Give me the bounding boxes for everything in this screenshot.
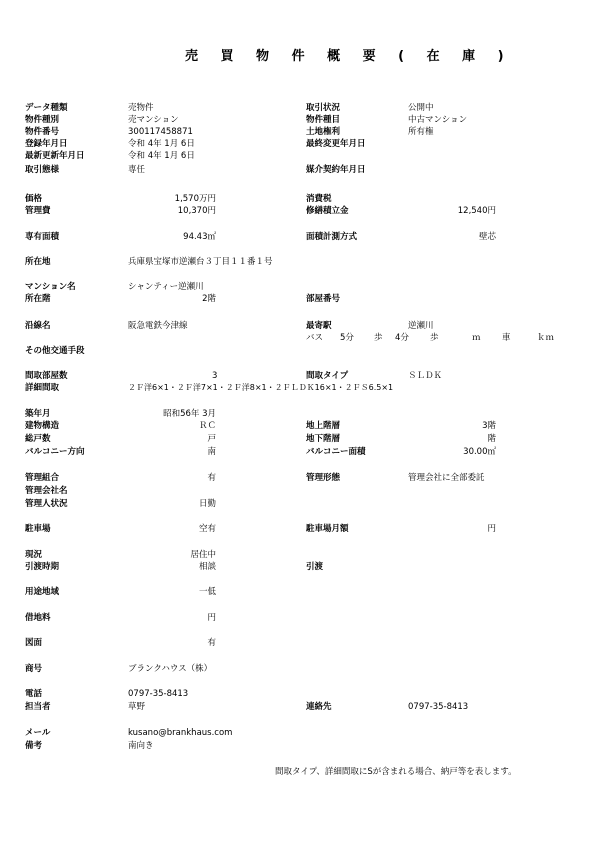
above-floors-label: 地上階層 <box>306 421 341 431</box>
area-method-value: 壁芯 <box>478 232 496 242</box>
registered-date-value: 令和 4年 1月 6日 <box>128 139 195 149</box>
room-count-label: 間取部屋数 <box>25 371 68 381</box>
company-value: ブランクハウス（株） <box>128 664 213 674</box>
email-value: kusano@brankhaus.com <box>128 728 233 738</box>
footnote: 間取タイプ、詳細間取にSが含まれる場合、納戸等を表します。 <box>275 767 517 777</box>
built-label: 築年月 <box>25 409 51 419</box>
area-method-label: 面積計測方式 <box>306 232 358 242</box>
current-status-label: 現況 <box>25 550 43 560</box>
trade-status-label: 取引状況 <box>306 103 341 113</box>
current-status-value: 居住中 <box>190 550 216 560</box>
property-type-label: 物件種別 <box>25 115 60 125</box>
management-fee-label: 管理費 <box>25 206 51 216</box>
zoning-label: 用途地域 <box>25 587 60 597</box>
below-floors-value: 階 <box>487 434 496 444</box>
price-value: 1,570万円 <box>174 194 216 204</box>
total-units-label: 総戸数 <box>25 434 51 444</box>
contact-value: 0797-35-8413 <box>408 702 469 712</box>
address-label: 所在地 <box>25 257 51 267</box>
layout-type-value: ＳＬＤＫ <box>408 371 443 381</box>
land-right-value: 所有権 <box>408 127 434 137</box>
phone-value: 0797-35-8413 <box>128 689 189 699</box>
layout-detail-value: ２Ｆ洋6×1・２Ｆ洋7×1・２Ｆ洋8×1・２ＦＬＤＫ16×1・２ＦＳ6.5×1 <box>128 383 394 392</box>
parking-fee-value: 円 <box>487 524 496 534</box>
railway-value: 阪急電鉄今津線 <box>128 321 188 331</box>
other-transport-label: その他交通手段 <box>25 346 85 356</box>
last-changed-date-label: 最終変更年月日 <box>306 139 366 149</box>
land-lease-fee-label: 借地料 <box>25 613 51 623</box>
nearest-station-value: 逆瀬川 <box>408 321 434 331</box>
mansion-name-value: シャンティー逆瀬川 <box>128 282 204 292</box>
contract-date-label: 媒介契約年月日 <box>306 165 366 175</box>
km-unit: ｋｍ <box>537 333 555 343</box>
address-value: 兵庫県宝塚市逆瀬台３丁目１１番１号 <box>128 257 273 267</box>
bus-text: バス <box>306 333 324 343</box>
balcony-direction-label: バルコニー方向 <box>25 447 85 457</box>
price-label: 価格 <box>25 194 43 204</box>
remarks-value: 南向き <box>128 741 154 751</box>
layout-detail-label: 詳細間取 <box>25 383 60 393</box>
parking-label: 駐車場 <box>25 524 51 534</box>
manager-status-value: 日勤 <box>198 499 216 509</box>
mansion-name-label: マンション名 <box>25 282 76 292</box>
balcony-direction-value: 南 <box>207 447 216 457</box>
property-item-label: 物件種目 <box>306 115 341 125</box>
repair-reserve-value: 12,540円 <box>457 206 496 216</box>
exclusive-area-value: 94.43㎡ <box>183 232 216 242</box>
mgmt-assoc-value: 有 <box>207 473 216 483</box>
land-right-label: 土地権利 <box>306 127 341 137</box>
handover-time-label: 引渡時期 <box>25 562 60 572</box>
staff-value: 草野 <box>128 702 146 712</box>
balcony-area-label: バルコニー面積 <box>306 447 366 457</box>
floor-label: 所在階 <box>25 294 51 304</box>
company-label: 商号 <box>25 664 43 674</box>
below-floors-label: 地下階層 <box>306 434 341 444</box>
walk-minutes-1: 4分 <box>395 333 409 343</box>
property-item-value: 中古マンション <box>408 115 468 125</box>
registered-date-label: 登録年月日 <box>25 139 68 149</box>
parking-fee-label: 駐車場月額 <box>306 524 349 534</box>
bus-minutes: 5分 <box>340 333 354 343</box>
mgmt-assoc-label: 管理組合 <box>25 473 60 483</box>
handover-time-value: 相談 <box>198 562 216 572</box>
manager-status-label: 管理人状況 <box>25 499 68 509</box>
distance-unit: ｍ <box>472 333 481 343</box>
contact-label: 連絡先 <box>306 702 332 712</box>
property-number-value: 300117458871 <box>128 127 193 137</box>
last-updated-date-label: 最新更新年月日 <box>25 151 85 161</box>
room-count-value: 3 <box>212 371 218 381</box>
management-fee-value: 10,370円 <box>177 206 216 216</box>
handover-label: 引渡 <box>306 562 324 572</box>
data-type-label: データ種類 <box>25 103 68 113</box>
page-title: 売 買 物 件 概 要 ( 在 庫 ) <box>185 49 513 64</box>
remarks-label: 備考 <box>25 741 43 751</box>
zoning-value: 一低 <box>198 587 216 597</box>
total-units-value: 戸 <box>207 434 216 444</box>
exclusive-area-label: 専有面積 <box>25 232 60 242</box>
trade-status-value: 公開中 <box>408 103 434 113</box>
phone-label: 電話 <box>25 689 43 699</box>
nearest-station-label: 最寄駅 <box>306 321 332 331</box>
staff-label: 担当者 <box>25 702 51 712</box>
walk-text-1: 歩 <box>374 333 383 343</box>
repair-reserve-label: 修繕積立金 <box>306 206 349 216</box>
walk-text-2: 歩 <box>430 333 439 343</box>
last-updated-date-value: 令和 4年 1月 6日 <box>128 151 195 161</box>
car-text: 車 <box>502 333 511 343</box>
mgmt-form-value: 管理会社に全部委託 <box>408 473 485 483</box>
mgmt-company-label: 管理会社名 <box>25 486 68 496</box>
email-label: メール <box>25 728 51 738</box>
layout-type-label: 間取タイプ <box>306 371 349 381</box>
balcony-area-value: 30.00㎡ <box>463 447 496 457</box>
parking-value: 空有 <box>198 524 216 534</box>
structure-label: 建物構造 <box>25 421 60 431</box>
room-number-label: 部屋番号 <box>306 294 341 304</box>
property-type-value: 売マンション <box>128 115 179 125</box>
floor-value: 2階 <box>202 294 216 304</box>
data-type-value: 売物件 <box>128 103 154 113</box>
consumption-tax-label: 消費税 <box>306 194 332 204</box>
floor-plan-value: 有 <box>207 638 216 648</box>
built-value: 昭和56年 3月 <box>163 409 216 419</box>
floor-plan-label: 図面 <box>25 638 43 648</box>
above-floors-value: 3階 <box>482 421 496 431</box>
property-number-label: 物件番号 <box>25 127 60 137</box>
mgmt-form-label: 管理形態 <box>306 473 341 483</box>
transaction-mode-label: 取引態様 <box>25 165 60 175</box>
transaction-mode-value: 専任 <box>128 165 146 175</box>
railway-label: 沿線名 <box>25 321 51 331</box>
land-lease-fee-value: 円 <box>207 613 216 623</box>
structure-value: ＲＣ <box>198 421 216 431</box>
